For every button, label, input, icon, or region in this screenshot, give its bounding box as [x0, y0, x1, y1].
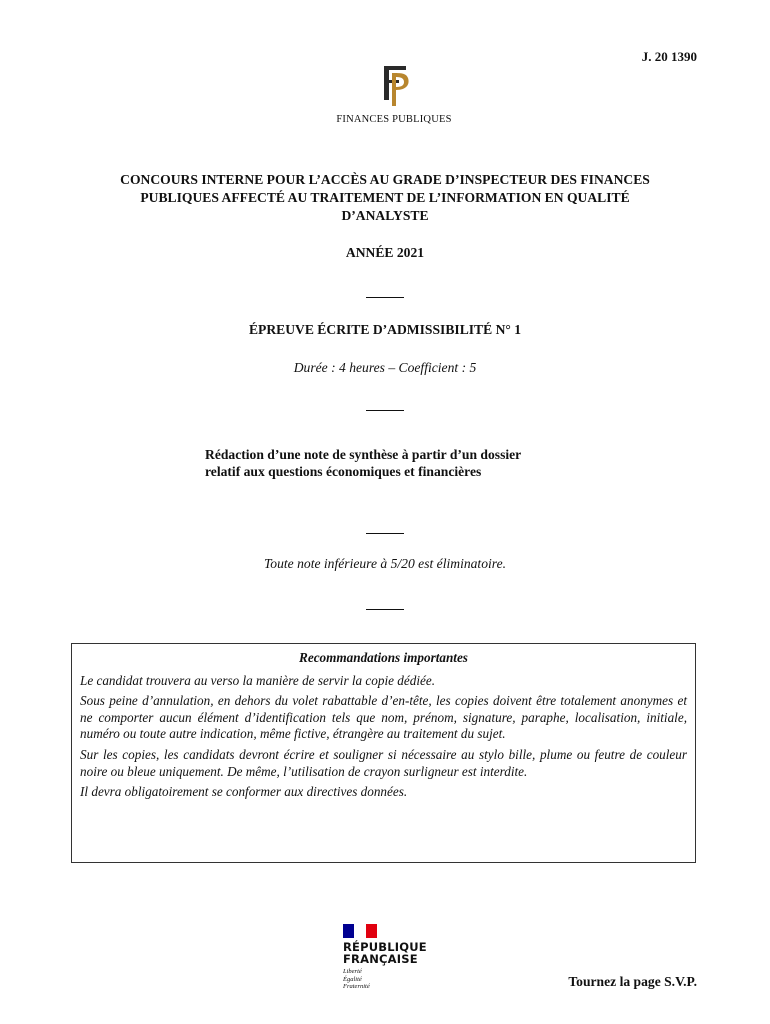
logo-wordmark: FINANCES PUBLIQUES: [336, 114, 452, 125]
title-line-3: D’ANALYSTE: [341, 208, 429, 223]
title-line-2: PUBLIQUES AFFECTÉ AU TRAITEMENT DE L’INFORMATION EN QUALITÉ: [140, 190, 630, 205]
motto-fraternite: Fraternité: [343, 983, 370, 990]
republique-line-2: FRANÇAISE: [343, 952, 418, 966]
recommendation-paragraph: Il devra obligatoirement se conformer aux directives données.: [80, 784, 408, 800]
fp-monogram-icon: [377, 64, 411, 108]
subject-line-2: relatif aux questions économiques et financières: [205, 464, 482, 479]
exam-duration: Durée : 4 heures – Coefficient : 5: [293, 360, 477, 375]
recommendations-box: [71, 643, 696, 863]
title-line-1: CONCOURS INTERNE POUR L’ACCÈS AU GRADE D’INSPECTEUR DES FINANCES: [120, 172, 650, 187]
divider: [366, 533, 404, 534]
exam-year: ANNÉE 2021: [345, 245, 425, 260]
exam-title: ÉPREUVE ÉCRITE D’ADMISSIBILITÉ N° 1: [248, 322, 522, 337]
recommendations-title: Recommandations importantes: [299, 650, 468, 665]
elimination-note: Toute note inférieure à 5/20 est éliminatoire.: [263, 556, 507, 571]
recommendation-paragraph: Sous peine d’annulation, en dehors du volet rabattable d’en-tête, les copies doivent être totalement anonymes et ne comporter aucun élément d’identification tels que nom, prénom, signature, paraphe, localisation, initiale, numéro ou toute autre indication, même fictive, étrangère au traitement du sujet.: [80, 693, 687, 742]
french-flag-icon: [343, 924, 377, 938]
finances-publiques-logo: [334, 64, 454, 125]
page-title: [60, 171, 710, 225]
exam-subject: [205, 446, 521, 480]
document-reference: J. 20 1390: [641, 49, 697, 64]
divider: [366, 609, 404, 610]
divider: [366, 297, 404, 298]
republique-line-1: RÉPUBLIQUE: [343, 940, 427, 954]
divider: [366, 410, 404, 411]
republique-francaise-logo: [343, 924, 427, 991]
motto-liberte: Liberté: [343, 968, 362, 975]
subject-line-1: Rédaction d’une note de synthèse à partir d’un dossier: [205, 447, 522, 462]
recommendation-paragraph: Le candidat trouvera au verso la manière de servir la copie dédiée.: [80, 672, 435, 688]
motto-egalite: Égalité: [343, 975, 362, 983]
republic-motto: [343, 968, 427, 991]
recommendation-paragraph: Sur les copies, les candidats devront écrire et souligner si nécessaire au stylo bille, plume ou feutre de couleur noire ou bleue uniquement. De même, l’utilisation de crayon surligneur est interdite.: [80, 746, 687, 779]
turn-page-note: Tournez la page S.V.P.: [568, 974, 697, 989]
